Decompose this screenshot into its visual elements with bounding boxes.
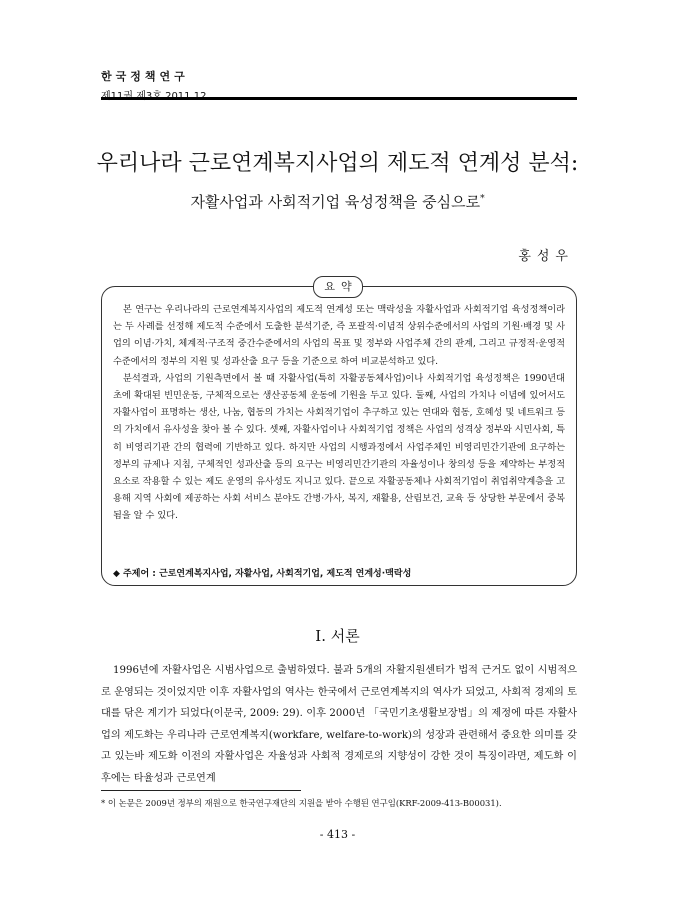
author-name: 홍성우 <box>518 249 574 264</box>
footnote: * 이 논문은 2009년 정부의 재원으로 한국연구재단의 지원을 받아 수행된 연구임(KRF-2009-413-B00031). <box>101 798 502 808</box>
body-paragraph: 1996년에 자활사업은 시범사업으로 출범하였다. 불과 5개의 자활지원센터가 법적 근거도 없이 시범적으로 운영되는 것이었지만 이후 자활사업의 역사는 한국에서 근로연계복지의 역사가 되었고, 사회적 경제의 토대를 닦은 계기가 되었다(이문국, 2009: 29). 이후 2000년 「국민기초생활보장법」의 제정에 따른 자활사업의 제도화는 우리나라 근로연계복지(workfare, welfare-to-work)의 성장과 관련해서 중요한 의미를 갖고 있는바 제도화 이전의 자활사업은 자율성과 사회적 경제로의 지향성이 강한 것이 특징이라면, 제도화 이후에는 타율성과 근로연계 <box>101 665 577 784</box>
footnote-rule <box>101 790 301 791</box>
abstract-body <box>113 301 565 525</box>
keywords: ◆ 주제어 : 근로연계복지사업, 자활사업, 사회적기업, 제도적 연계성·맥락성 <box>113 569 412 579</box>
abstract-heading: 요약 <box>313 276 363 298</box>
paper-title: 우리나라 근로연계복지사업의 제도적 연계성 분석: <box>96 151 579 176</box>
journal-name: 한국정책연구 <box>101 70 189 83</box>
section-heading: Ⅰ. 서론 <box>315 627 360 645</box>
subtitle-footnote-mark: * <box>480 194 485 204</box>
paper-subtitle <box>60 189 615 212</box>
abstract-paragraph: 분석결과, 사업의 기원측면에서 볼 때 자활사업(특히 자활공동체사업)이나 사회적기업 육성정책은 1990년대 초에 확대된 빈민운동, 구체적으로는 생산공동체 운동에 기원을 두고 있다. 둘째, 사업의 가치나 이념에 있어서도 자활사업이 표명하는 생산, 나눔, 협동의 가치는 사회적기업이 추구하고 있는 연대와 협동, 호혜성 및 네트워크 등의 가치에서 유사성을 찾아 볼 수 있다. 셋째, 자활사업이나 사회적기업 정책은 사업의 성격상 정부와 시민사회, 특히 비영리기관 간의 협력에 기반하고 있다. 하지만 사업의 시행과정에서 사업주체인 비영리민간기관에 요구하는 정부의 규제나 지침, 구체적인 성과산출 등의 요구는 비영리민간기관의 자율성이나 창의성 등을 제약하는 부정적 요소로 작용할 수 있는 제도 운영의 유사성도 지니고 있다. 끝으로 자활공동체나 사회적기업이 취업취약계층을 고용해 지역 사회에 제공하는 사회 서비스 분야도 간병·가사, 복지, 재활용, 산림보건, 교육 등 상당한 부문에서 중복됨을 알 수 있다. <box>113 372 565 522</box>
abstract-paragraph: 본 연구는 우리나라의 근로연계복지사업의 제도적 연계성 또는 맥락성을 자활사업과 사회적기업 육성정책이라는 두 사례를 선정해 제도적 수준에서 도출한 분석기준, 즉 포괄적·이념적 상위수준에서의 사업의 기원·배경 및 사업의 이념·가치, 체계적·구조적 중간수준에서의 사업의 목표 및 정부와 사업주체 간의 관계, 그리고 규정적·운영적 수준에서의 정부의 지원 및 성과산출 요구 등을 기준으로 하여 비교분석하고 있다. <box>113 304 565 367</box>
subtitle-text: 자활사업과 사회적기업 육성정책을 중심으로 <box>190 193 481 211</box>
header-rule <box>101 97 577 100</box>
body-text <box>101 660 577 789</box>
page-number: - 413 - <box>319 828 356 841</box>
